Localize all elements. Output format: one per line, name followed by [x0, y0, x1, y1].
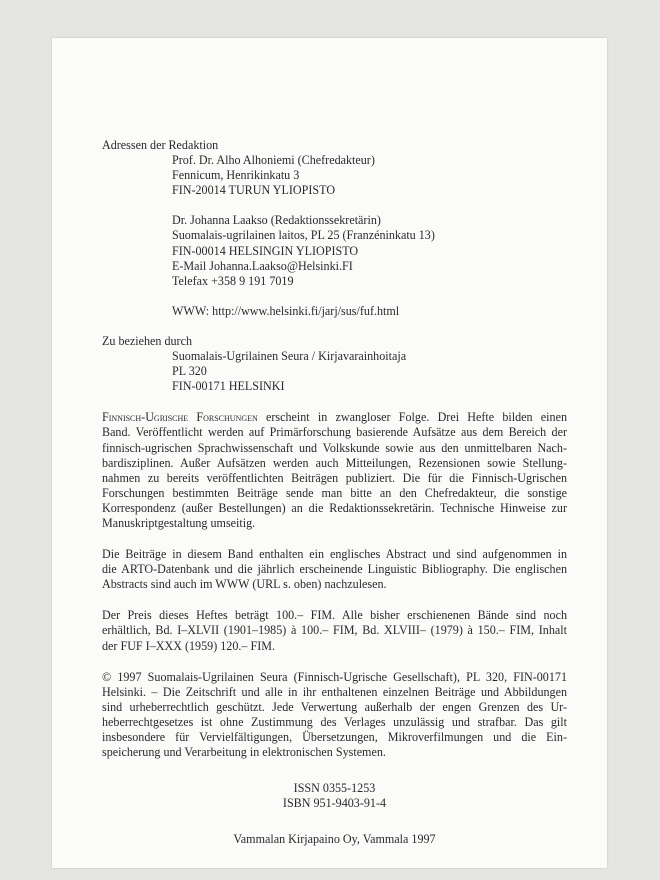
copyright-line: speicherung und Verarbeitung in elektronischen Systemen. [102, 745, 386, 760]
price-line: der FUF I–XXX (1959) 120.– FIM. [102, 638, 276, 653]
secretary-city: FIN-00014 HELSINGIN YLIOPISTO [172, 243, 359, 258]
chief-editor-street: Fennicum, Henrikinkatu 3 [172, 168, 300, 183]
colophon-content [102, 138, 567, 847]
copyright-line: © 1997 Suomalais-Ugrilainen Seura (Finnisch-Ugrische Gesellschaft), PL 320, FIN-00171 [102, 669, 567, 684]
price-line: erhältlich, Bd. I–XLVII (1901–1985) à 100.– FIM, Bd. XLVIII– (1979) à 150.– FIM, Inhalt [102, 623, 567, 638]
about-line: finnisch-ugrischen Sprachwissenschaft und Volkskunde sowie aus den unmittelbaren Nach- [102, 440, 567, 455]
isbn-number: ISBN 951-9403-91-4 [282, 796, 387, 811]
price-line: Der Preis dieses Heftes beträgt 100.– FIM. Alle bisher erschienenen Bände sind noch [102, 608, 567, 623]
abstract-line: die ARTO-Datenbank und die jährlich erscheinende Linguistic Bibliography. Die englischen [102, 562, 567, 577]
distribution-city: FIN-00171 HELSINKI [172, 379, 285, 394]
printer-imprint: Vammalan Kirjapaino Oy, Vammala 1997 [233, 832, 436, 847]
copyright-line: heberrechtgesetzes ist ohne Zustimmung des Verlages unzulässig und strafbar. Das gilt [102, 714, 567, 729]
about-line: nahmen zu bereits veröffentlichten Beiträgen publiziert. Die für die Finnisch-Ugrischen [102, 470, 567, 485]
copyright-paragraph [102, 670, 567, 761]
about-line: Band. Veröffentlicht werden auf Primärforschung basierende Aufsätze aus dem Bereich der [102, 425, 567, 440]
distribution-name: Suomalais-Ugrilainen Seura / Kirjavarainhoitaja [172, 349, 407, 364]
issn-number: ISSN 0355-1253 [293, 781, 376, 796]
about-line-first [102, 410, 567, 425]
copyright-line: sind urheberrechtlich geschützt. Jede Verwertung außerhalb der engen Grenzen des Ur- [102, 699, 567, 714]
distribution-pobox: PL 320 [172, 364, 207, 379]
about-line: Manuskriptgestaltung umseitig. [102, 515, 256, 530]
chief-editor-name: Prof. Dr. Alho Alhoniemi (Chefredakteur) [172, 153, 375, 168]
journal-title: Finnisch-Ugrische Forschungen [102, 410, 258, 425]
copyright-line: insbesondere für Vervielfältigungen, Übersetzungen, Mikroverfilmungen und die Ein- [102, 730, 567, 744]
secretary-telefax: Telefax +358 9 191 7019 [172, 273, 294, 288]
about-line: Korrespondenz (außer Bestellungen) an die Redaktionssekretärin. Technische Hinweise zur [102, 500, 567, 515]
copyright-line: Helsinki. – Die Zeitschrift und alle in ihr enthaltenen einzelnen Beiträge und Abbildungen [102, 684, 567, 699]
about-paragraph [102, 410, 567, 531]
distribution-heading: Zu beziehen durch [102, 333, 192, 348]
about-line: bardisziplinen. Außer Aufsätzen werden auch Mitteilungen, Rezensionen sowie Stellung- [102, 455, 567, 470]
abstract-line: Die Beiträge in diesem Band enthalten ein englisches Abstract und sind aufgenommen in [102, 547, 567, 562]
secretary-name: Dr. Johanna Laakso (Redaktionssekretärin) [172, 213, 381, 228]
chief-editor-city: FIN-20014 TURUN YLIOPISTO [172, 183, 336, 198]
page-sheet [52, 38, 607, 868]
secretary-email: E-Mail Johanna.Laakso@Helsinki.FI [172, 258, 353, 273]
abstract-line: Abstracts sind auch im WWW (URL s. oben) nachzulesen. [102, 577, 387, 592]
secretary-institute: Suomalais-ugrilainen laitos, PL 25 (Franzéninkatu 13) [172, 228, 435, 243]
about-line: Forschungen bestimmten Beiträge sende man bitte an den Chefredakteur, die sonstige [102, 485, 567, 500]
about-first-rest: erscheint in zwangloser Folge. Drei Hefte bilden einen [257, 410, 567, 425]
abstract-paragraph [102, 547, 567, 592]
website-url: WWW: http://www.helsinki.fi/jarj/sus/fuf.html [172, 303, 400, 318]
price-paragraph [102, 608, 567, 653]
editorial-heading: Adressen der Redaktion [102, 138, 219, 152]
